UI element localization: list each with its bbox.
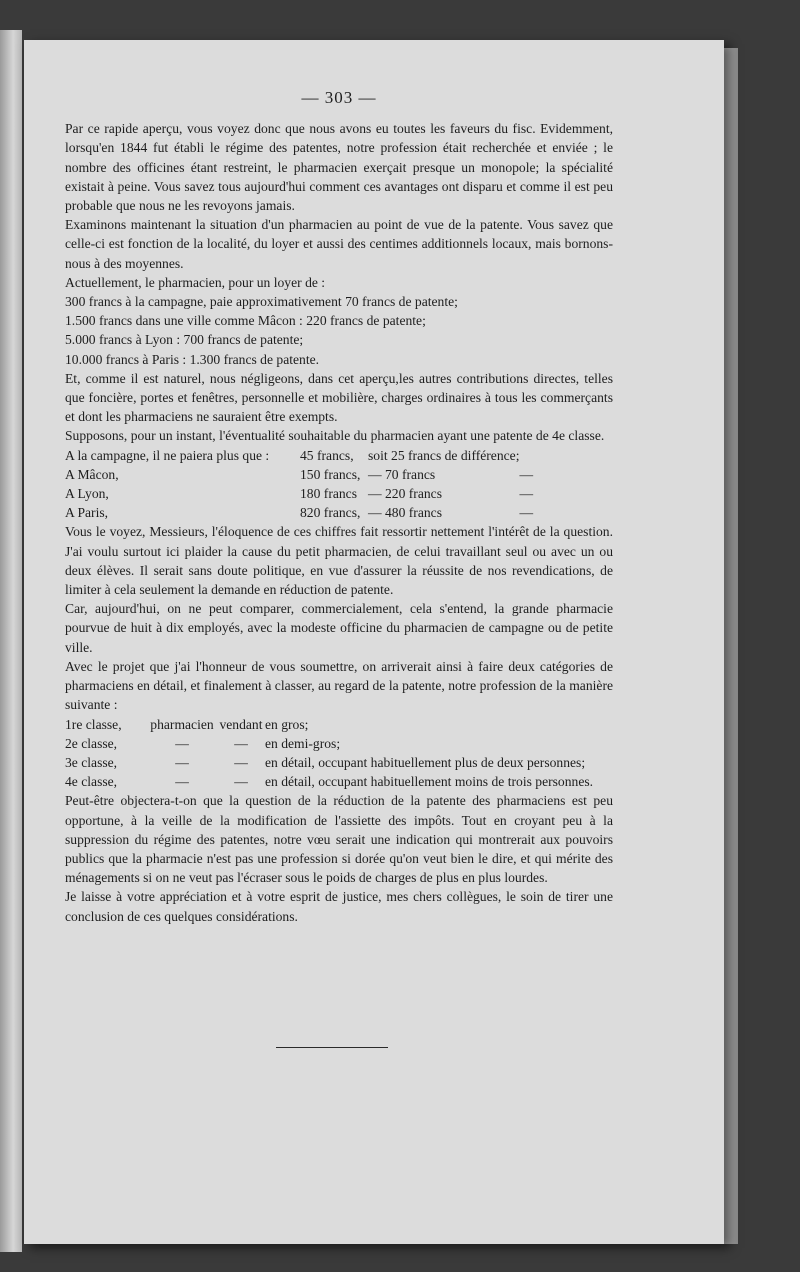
- page-text: [65, 88, 613, 926]
- class-row: [65, 715, 613, 734]
- comparison-row: [65, 484, 613, 503]
- rent-line: 10.000 francs à Paris : 1.300 francs de patente.: [65, 351, 320, 367]
- diff-cell: — 480 francs: [368, 505, 442, 521]
- rent-line: 5.000 francs à Lyon : 700 francs de patente;: [65, 332, 304, 348]
- class-number: 4e classe,: [65, 774, 118, 790]
- previous-page-edge: [0, 30, 22, 1252]
- rent-line: 300 francs à la campagne, paie approximativement 70 francs de patente;: [65, 294, 458, 310]
- diff-cell: — 70 francs: [368, 466, 436, 482]
- comparison-row: [65, 503, 613, 522]
- class-description: en détail, occupant habituellement moins de trois personnes.: [265, 774, 594, 790]
- diff-cell: soit 25 francs de différence;: [368, 447, 520, 463]
- place-cell: A Lyon,: [65, 486, 109, 502]
- class-number: 2e classe,: [65, 735, 118, 751]
- class-col-b: —: [234, 735, 248, 751]
- class-description: en détail, occupant habituellement plus de deux personnes;: [265, 754, 586, 770]
- comparison-row: [65, 465, 613, 484]
- class-number: 1re classe,: [65, 716, 122, 732]
- class-col-a: —: [175, 754, 189, 770]
- class-col-a: —: [175, 735, 189, 751]
- class-description: en gros;: [265, 716, 309, 732]
- paragraph-2: Examinons maintenant la situation d'un pharmacien au point de vue de la patente. Vous savez que celle-ci est fonction de la localité, du loyer et aussi des centimes additionnels locaux, mais bornons-nous à des moyennes.: [65, 217, 613, 271]
- paragraph-9: Peut-être objectera-t-on que la question de la réduction de la patente des pharmaciens est peu opportune, à la veille de la modification de l'assiette des impôts. Tout en croyant peu à la suppression du régime des patentes, notre vœu serait une indication qui montrerait aux pouvoirs publics que la pharmacie n'est pas une profession si dorée qu'on veut bien le dire, et qui mérite des ménagements si on ne veut pas l'écraser sous le poids de charges de plus en plus lourdes.: [65, 793, 613, 886]
- class-number: 3e classe,: [65, 754, 118, 770]
- classes-table: [65, 715, 613, 792]
- place-cell: A Mâcon,: [65, 466, 119, 482]
- class-row: [65, 734, 613, 753]
- francs-cell: 150 francs,: [300, 466, 361, 482]
- paragraph-5: Supposons, pour un instant, l'éventualité souhaitable du pharmacien ayant une patente de 4e classe.: [65, 428, 605, 444]
- place-cell: A la campagne, il ne paiera plus que :: [65, 447, 270, 463]
- francs-cell: 45 francs,: [300, 447, 354, 463]
- dash-cell: —: [519, 505, 534, 521]
- page-stack-edge: [724, 48, 738, 1244]
- paragraph-4: Et, comme il est naturel, nous négligeons, dans cet aperçu,les autres contributions directes, telles que foncière, portes et fenêtres, personnelle et mobilière, charges ordinaires à tous les commerçants et dont les pharmaciens ne sauraient être exempts.: [65, 370, 613, 425]
- comparison-row: [65, 446, 613, 465]
- francs-cell: 180 francs: [300, 486, 357, 502]
- class-col-b: —: [234, 774, 248, 790]
- class-col-a: pharmacien: [150, 716, 214, 732]
- paragraph-3: Actuellement, le pharmacien, pour un loyer de :: [65, 274, 326, 290]
- rent-list: [65, 292, 613, 369]
- diff-cell: — 220 francs: [368, 486, 442, 502]
- class-col-b: vendant: [219, 716, 263, 732]
- paragraph-6: Vous le voyez, Messieurs, l'éloquence de ces chiffres fait ressortir nettement l'intérêt de la question. J'ai voulu surtout ici plaider la cause du petit pharmacien, de celui travaillant seul ou avec un ou deux élèves. Il serait sans doute politique, en vue d'assurer la réussite de nos revendications, de limiter à cela seulement la demande en réduction de patente.: [65, 524, 613, 598]
- paragraph-1: Par ce rapide aperçu, vous voyez donc que nous avons eu toutes les faveurs du fisc. Evidemment, lorsqu'en 1844 fut établi le régime des patentes, notre profession était recherchée et enviée ; le nombre des officines étant restreint, le pharmacien exerçait presque un monopole; la spécialité existait à peine. Vous savez tous aujourd'hui comment ces avantages ont disparu et comme il est peu probable que nous ne les revoyons jamais.: [65, 121, 613, 214]
- class-description: en demi-gros;: [265, 735, 341, 751]
- dash-cell: —: [519, 486, 534, 502]
- class-col-a: —: [175, 774, 189, 790]
- class-row: [65, 753, 613, 772]
- rent-line: 1.500 francs dans une ville comme Mâcon : 220 francs de patente;: [65, 313, 426, 329]
- dash-cell: —: [519, 466, 534, 482]
- paragraph-7: Car, aujourd'hui, on ne peut comparer, commercialement, cela s'entend, la grande pharmacie pourvue de huit à dix employés, avec la modeste officine du pharmacien de campagne ou de petite ville.: [65, 601, 613, 655]
- francs-cell: 820 francs,: [300, 505, 361, 521]
- class-row: [65, 772, 613, 791]
- place-cell: A Paris,: [65, 505, 109, 521]
- end-rule: [276, 1047, 388, 1048]
- page-number: — 303 —: [301, 88, 377, 107]
- comparison-table: [65, 446, 613, 523]
- paragraph-10: Je laisse à votre appréciation et à votre esprit de justice, mes chers collègues, le soin de tirer une conclusion de ces quelques considérations.: [65, 889, 613, 924]
- paragraph-8: Avec le projet que j'ai l'honneur de vous soumettre, on arriverait ainsi à faire deux catégories de pharmaciens en détail, et finalement à classer, au regard de la patente, notre profession de la manière suivante :: [65, 658, 613, 713]
- class-col-b: —: [234, 754, 248, 770]
